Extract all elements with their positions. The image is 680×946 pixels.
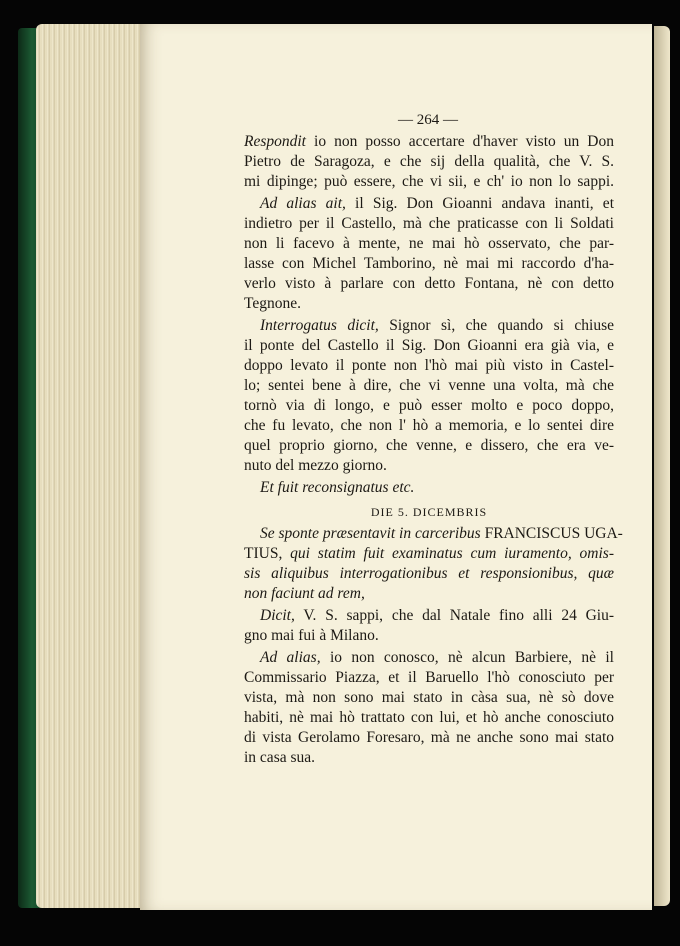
text-line: quel proprio giorno, che venne, e dissero, che era ve- <box>244 437 614 454</box>
page-edges <box>36 24 148 908</box>
text-line: TIUS, qui statim fuit examinatus cum iuramento, omis- <box>244 545 614 562</box>
text-line: Commissario Piazza, et il Baruello l'hò conosciuto per <box>244 669 614 686</box>
text-line: Pietro de Saragoza, e che sij della qualità, che V. S. <box>244 153 614 170</box>
text-line: sis aliquibus interrogationibus et responsionibus, quæ <box>244 565 614 582</box>
right-page-edge <box>654 26 670 906</box>
text-line: Respondit io non posso accertare d'haver visto un Don <box>244 133 614 150</box>
text-line: Et fuit reconsignatus etc. <box>260 479 415 496</box>
text-line: Se sponte præsentavit in carceribus FRANCISCUS UGA- <box>260 525 623 542</box>
text-line: Interrogatus dicit, Signor sì, che quando si chiuse <box>260 317 614 334</box>
text-line: Ad alias, io non conosco, nè alcun Barbiere, nè il <box>260 649 614 666</box>
text-line: il ponte del Castello il Sig. Don Gioanni era già via, e <box>244 337 614 354</box>
text-line: di vista Gerolamo Foresaro, mà ne anche sono mai stato <box>244 729 614 746</box>
text-line: Dicit, V. S. sappi, che dal Natale fino alli 24 Giu- <box>260 607 614 624</box>
text-line: lo; sentei bene à dire, che vi venne una volta, mà che <box>244 377 614 394</box>
text-line: tornò via di longo, e può esser molto e poco doppo, <box>244 397 614 414</box>
text-line: vista, mà non sono mai stato in càsa sua, nè sò dove <box>244 689 614 706</box>
date-heading: DIE 5. DICEMBRIS <box>370 505 488 519</box>
text-line: non li facevo à mente, ne mai hò osservato, che par- <box>244 235 614 252</box>
text-line: gno mai fui à Milano. <box>244 627 379 644</box>
text-line: verlo visto à parlare con detto Fontana, nè con detto <box>244 275 614 292</box>
text-line: lasse con Michel Tamborino, nè mai mi raccordo d'ha- <box>244 255 614 272</box>
text-line: in casa sua. <box>244 749 316 766</box>
text-line: habiti, nè mai hò trattato con lui, et hò anche conosciuto <box>244 709 614 726</box>
text-line: non faciunt ad rem, <box>244 585 365 602</box>
text-line: mi dipinge; può essere, che vi sii, e ch' io non lo sappi. <box>244 173 614 190</box>
text-line: doppo levato il ponte non l'hò mai più visto in Castel- <box>244 357 614 374</box>
text-line: nuto del mezzo giorno. <box>244 457 387 474</box>
page-number: — 264 — <box>398 112 458 128</box>
text-line: Tegnone. <box>244 295 302 312</box>
text-line: Ad alias ait, il Sig. Don Gioanni andava inanti, et <box>260 195 614 212</box>
text-line: che fu levato, che non l' hò a memoria, e lo sentei dire <box>244 417 614 434</box>
text-line: indietro per il Castello, mà che praticasse con li Soldati <box>244 215 614 232</box>
